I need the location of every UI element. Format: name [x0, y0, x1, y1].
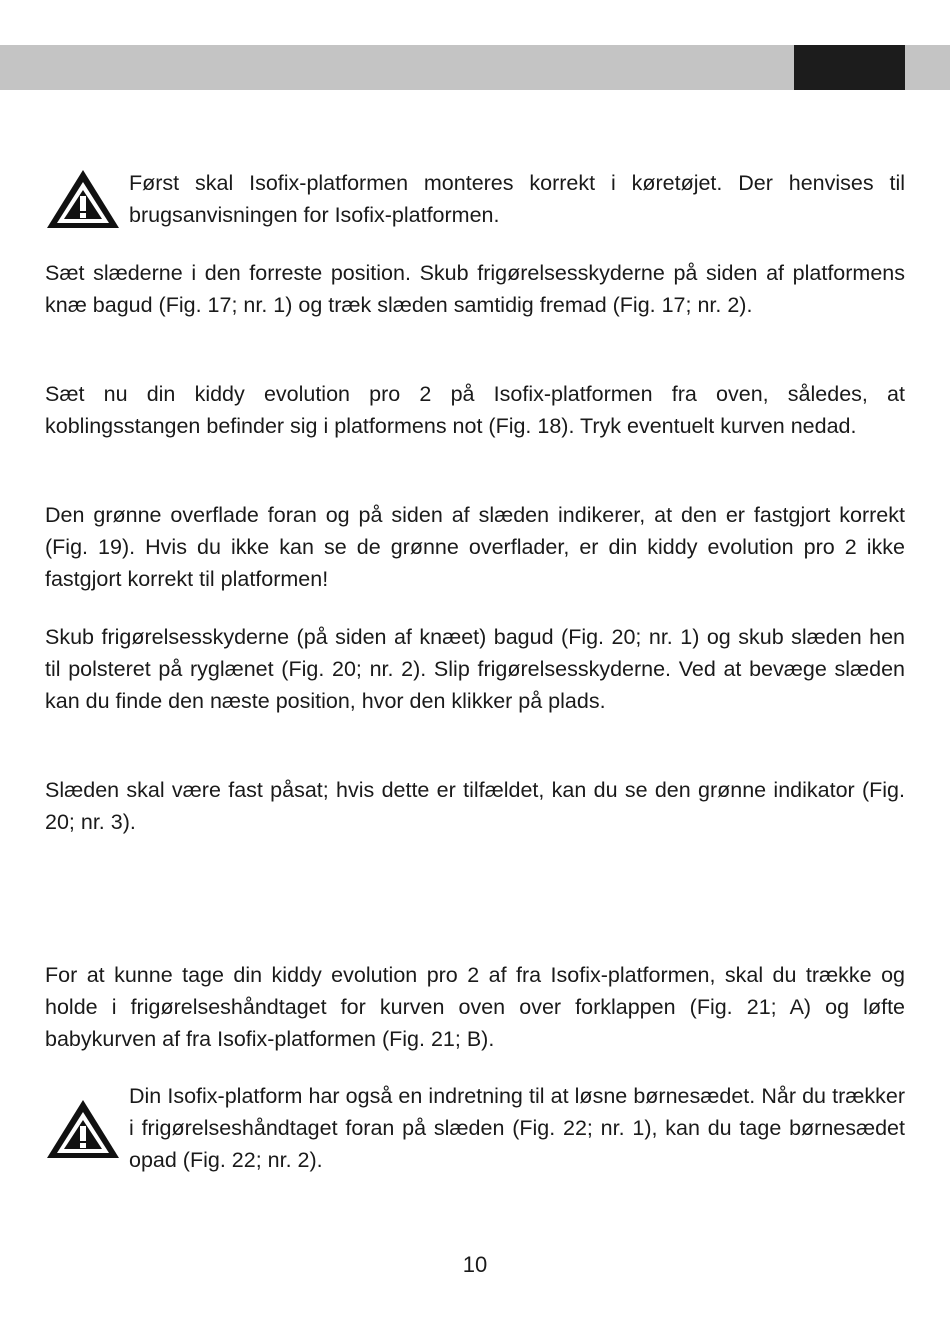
warning-paragraph-1: Først skal Isofix-platformen monteres korrekt i køretøjet. Der henvises til brugsanvisningen for Isofix-platformen. — [129, 171, 905, 227]
warning-paragraph-2: Din Isofix-platform har også en indretning til at løsne børnesædet. Når du trækker i frigørelseshåndtaget foran på slæden (Fig. 22; nr. 1), kan du tage børnesædet opad (Fig. 22; nr. 2). — [129, 1084, 905, 1172]
paragraph-2: Sæt nu din kiddy evolution pro 2 på Isofix-platformen fra oven, således, at koblingsstangen befinder sig i platformens not (Fig. 18). Tryk eventuelt kurven nedad. — [45, 382, 905, 438]
paragraph-3: Den grønne overflade foran og på siden af slæden indikerer, at den er fastgjort korrekt (Fig. 19). Hvis du ikke kan se de grønne overflader, er din kiddy evolution pro 2 ikke fastgjort korrekt til platformen! — [45, 503, 905, 591]
paragraph-5: Slæden skal være fast påsat; hvis dette er tilfældet, kan du se den grønne indikator (Fig. 20; nr. 3). — [45, 778, 905, 834]
paragraph-6: For at kunne tage din kiddy evolution pro 2 af fra Isofix-platformen, skal du trække og holde i frigørelseshåndtaget for kurven oven over forklappen (Fig. 21; A) og løfte babykurven af fra Isofix-platformen (Fig. 21; B). — [45, 963, 905, 1051]
paragraph-1: Sæt slæderne i den forreste position. Skub frigørelsesskyderne på siden af platformens knæ bagud (Fig. 17; nr. 1) og træk slæden samtidig fremad (Fig. 17; nr. 2). — [45, 261, 905, 317]
page-number: 10 — [462, 1252, 488, 1277]
warning-triangle-icon — [45, 168, 121, 230]
header-tab-block — [794, 45, 905, 90]
warning-triangle-icon — [45, 1098, 121, 1160]
paragraph-4: Skub frigørelsesskyderne (på siden af knæet) bagud (Fig. 20; nr. 1) og skub slæden hen til polsteret på ryglænet (Fig. 20; nr. 2). Slip frigørelsesskyderne. Ved at bevæge slæden kan du finde den næste position, hvor den klikker på plads. — [45, 625, 905, 713]
